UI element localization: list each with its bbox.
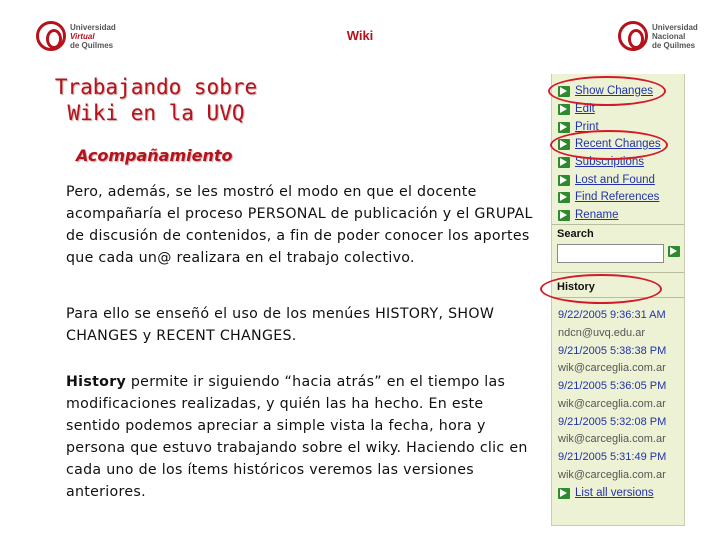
slide-title bbox=[36, 74, 276, 126]
panel-divider bbox=[552, 272, 684, 273]
menu-item-rename[interactable] bbox=[558, 207, 618, 223]
menu-item-find-references[interactable] bbox=[558, 189, 659, 205]
arrow-right-icon bbox=[558, 192, 570, 203]
panel-divider bbox=[552, 224, 684, 225]
arrow-right-icon bbox=[558, 122, 570, 133]
slide-subtitle: Acompañamiento bbox=[76, 146, 233, 165]
menu-item-label: Show Changes bbox=[575, 85, 653, 97]
menu-item-label: Subscriptions bbox=[575, 156, 645, 168]
history-item-user: wik@carceglia.com.ar bbox=[558, 398, 666, 410]
arrow-right-icon bbox=[558, 157, 570, 168]
logo-line: Universidad bbox=[70, 22, 116, 32]
paragraph-text: permite ir siguiendo “hacia atrás” en el tiempo las modificaciones realizadas, y quién las ha hecho. En este sentido podemos apreciar a simple vista la fecha, hora y persona que estuvo trabajando sobre el wiky. Haciendo clic en cada uno de los ítems históricos veremos las versiones anteriores. bbox=[66, 374, 528, 500]
logo-line: Virtual bbox=[70, 31, 95, 41]
menu-item-label: Recent Changes bbox=[575, 138, 661, 150]
history-item-date[interactable]: 9/21/2005 5:31:49 PM bbox=[558, 451, 667, 463]
search-input[interactable] bbox=[557, 244, 664, 263]
history-item-date[interactable]: 9/21/2005 5:38:38 PM bbox=[558, 345, 667, 357]
menu-item-label: Lost and Found bbox=[575, 174, 655, 186]
logo-line: de Quilmes bbox=[70, 40, 114, 50]
university-seal-icon bbox=[618, 21, 648, 51]
highlight-circle-history bbox=[540, 274, 662, 304]
menu-item-label: Edit bbox=[575, 103, 595, 115]
highlight-circle-show-changes bbox=[548, 76, 666, 106]
logo-line: Universidad bbox=[652, 22, 698, 32]
unq-logo bbox=[618, 18, 698, 54]
arrow-right-icon bbox=[558, 104, 570, 115]
menu-item-lost-and-found[interactable] bbox=[558, 172, 655, 188]
slide-title-line: Trabajando sobre bbox=[54, 75, 258, 99]
arrow-right-icon bbox=[558, 175, 570, 186]
logo-line: Nacional bbox=[652, 31, 686, 41]
history-item-user: ndcn@uvq.edu.ar bbox=[558, 327, 646, 339]
paragraph: Pero, además, se les mostró el modo en que el docente acompañaría el proceso PERSONAL de publicación y el GRUPAL de discusión de contenidos, a fin de poder conocer los aportes que cada un@ realizara en el trabajo colectivo. bbox=[66, 184, 533, 266]
logo-line: de Quilmes bbox=[652, 40, 696, 50]
history-item-date[interactable]: 9/22/2005 9:36:31 AM bbox=[558, 309, 666, 321]
list-all-versions-label: List all versions bbox=[575, 487, 654, 499]
menu-item-label: Rename bbox=[575, 209, 619, 221]
menu-item-label: Find References bbox=[575, 191, 660, 203]
history-heading: History bbox=[557, 281, 595, 293]
paragraph-bold-term: History bbox=[66, 374, 127, 390]
history-item-date[interactable]: 9/21/2005 5:36:05 PM bbox=[558, 380, 667, 392]
menu-item-label: Print bbox=[575, 121, 599, 133]
history-item-date[interactable]: 9/21/2005 5:32:08 PM bbox=[558, 416, 667, 428]
search-go-button[interactable] bbox=[668, 246, 680, 257]
paragraph bbox=[66, 371, 536, 503]
slide-title-line: Wiki en la UVQ bbox=[67, 101, 245, 125]
search-heading: Search bbox=[557, 228, 594, 240]
arrow-right-icon bbox=[558, 488, 570, 499]
history-item-user: wik@carceglia.com.ar bbox=[558, 433, 666, 445]
paragraph: Para ello se enseñó el uso de los menúes HISTORY, SHOW CHANGES y RECENT CHANGES. bbox=[66, 306, 495, 344]
arrow-right-icon bbox=[558, 210, 570, 221]
header-title: Wiki bbox=[346, 28, 374, 43]
highlight-circle-recent-changes bbox=[550, 130, 668, 160]
history-item-user: wik@carceglia.com.ar bbox=[558, 469, 666, 481]
list-all-versions-link[interactable] bbox=[558, 485, 654, 501]
history-item-user: wik@carceglia.com.ar bbox=[558, 362, 666, 374]
